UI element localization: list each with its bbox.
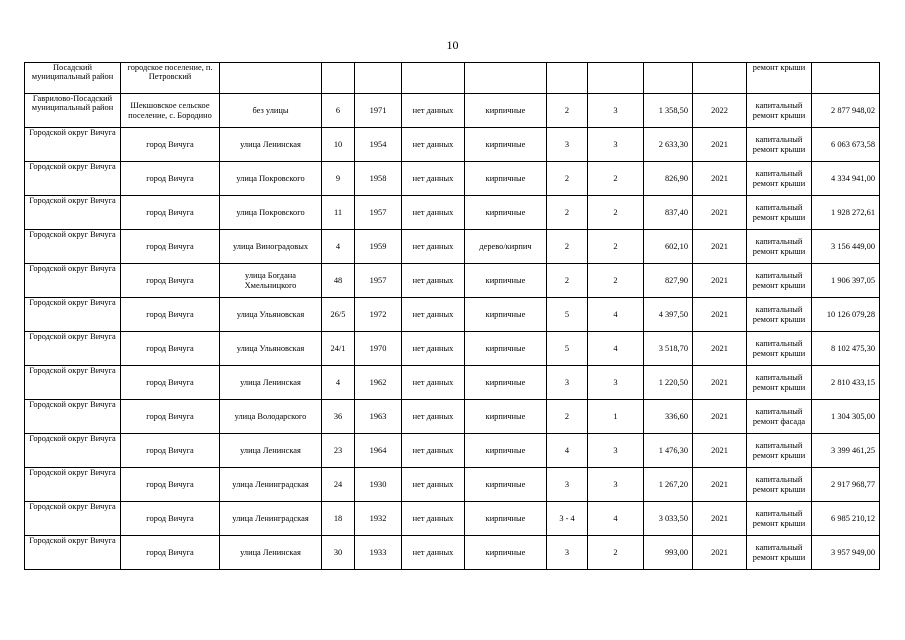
material-data-cell: нет данных xyxy=(402,332,465,366)
table-row xyxy=(25,536,880,570)
plan-year-cell: 2022 xyxy=(693,94,747,128)
plan-year-cell: 2021 xyxy=(693,366,747,400)
material-data-cell: нет данных xyxy=(402,230,465,264)
plan-year-cell: 2021 xyxy=(693,230,747,264)
area-cell: 1 267,20 xyxy=(644,468,693,502)
cost-cell: 8 102 475,30 xyxy=(812,332,880,366)
settlement-cell: город Вичуга xyxy=(121,400,220,434)
street-cell: улица Ленинградская xyxy=(220,468,322,502)
work-type-cell: капитальный ремонт крыши xyxy=(747,94,812,128)
build-year-cell xyxy=(355,63,402,94)
cost-cell: 1 906 397,05 xyxy=(812,264,880,298)
settlement-cell: город Вичуга xyxy=(121,264,220,298)
floors-cell: 3 xyxy=(547,128,588,162)
house-number-cell: 30 xyxy=(322,536,355,570)
housing-repair-table xyxy=(24,62,880,570)
plan-year-cell: 2021 xyxy=(693,468,747,502)
table-row xyxy=(25,400,880,434)
settlement-cell: город Вичуга xyxy=(121,434,220,468)
house-number-cell: 24 xyxy=(322,468,355,502)
street-cell: улица Богдана Хмельницкого xyxy=(220,264,322,298)
wall-material-cell: кирпичные xyxy=(465,298,547,332)
plan-year-cell: 2021 xyxy=(693,502,747,536)
street-cell: без улицы xyxy=(220,94,322,128)
plan-year-cell: 2021 xyxy=(693,264,747,298)
plan-year-cell: 2021 xyxy=(693,400,747,434)
build-year-cell: 1964 xyxy=(355,434,402,468)
cost-cell: 2 877 948,02 xyxy=(812,94,880,128)
entrances-cell: 3 xyxy=(588,468,644,502)
wall-material-cell: кирпичные xyxy=(465,468,547,502)
entrances-cell: 1 xyxy=(588,400,644,434)
floors-cell: 3 xyxy=(547,536,588,570)
cost-cell: 4 334 941,00 xyxy=(812,162,880,196)
table-row xyxy=(25,264,880,298)
area-cell: 1 476,30 xyxy=(644,434,693,468)
build-year-cell: 1970 xyxy=(355,332,402,366)
street-cell: улица Ленинская xyxy=(220,434,322,468)
area-cell: 826,90 xyxy=(644,162,693,196)
district-cell: Городской округ Вичуга xyxy=(25,468,121,502)
plan-year-cell: 2021 xyxy=(693,162,747,196)
table-body xyxy=(25,63,880,570)
floors-cell: 2 xyxy=(547,400,588,434)
plan-year-cell: 2021 xyxy=(693,196,747,230)
floors-cell: 5 xyxy=(547,332,588,366)
floors-cell: 2 xyxy=(547,196,588,230)
work-type-cell: капитальный ремонт крыши xyxy=(747,196,812,230)
page-number: 10 xyxy=(446,38,459,52)
district-cell: Городской округ Вичуга xyxy=(25,264,121,298)
material-data-cell: нет данных xyxy=(402,400,465,434)
floors-cell: 2 xyxy=(547,162,588,196)
wall-material-cell: кирпичные xyxy=(465,128,547,162)
area-cell: 827,90 xyxy=(644,264,693,298)
work-type-cell: капитальный ремонт крыши xyxy=(747,536,812,570)
build-year-cell: 1954 xyxy=(355,128,402,162)
table-row xyxy=(25,332,880,366)
settlement-cell: город Вичуга xyxy=(121,502,220,536)
cost-cell: 3 156 449,00 xyxy=(812,230,880,264)
build-year-cell: 1959 xyxy=(355,230,402,264)
wall-material-cell: кирпичные xyxy=(465,400,547,434)
floors-cell: 4 xyxy=(547,434,588,468)
street-cell: улица Виноградовых xyxy=(220,230,322,264)
district-cell: Городской округ Вичуга xyxy=(25,502,121,536)
house-number-cell xyxy=(322,63,355,94)
entrances-cell: 3 xyxy=(588,366,644,400)
house-number-cell: 18 xyxy=(322,502,355,536)
wall-material-cell: кирпичные xyxy=(465,536,547,570)
wall-material-cell: кирпичные xyxy=(465,502,547,536)
build-year-cell: 1971 xyxy=(355,94,402,128)
district-cell: Городской округ Вичуга xyxy=(25,230,121,264)
material-data-cell: нет данных xyxy=(402,366,465,400)
district-cell: Городской округ Вичуга xyxy=(25,536,121,570)
build-year-cell: 1957 xyxy=(355,264,402,298)
house-number-cell: 24/1 xyxy=(322,332,355,366)
street-cell: улица Покровского xyxy=(220,162,322,196)
build-year-cell: 1972 xyxy=(355,298,402,332)
build-year-cell: 1958 xyxy=(355,162,402,196)
plan-year-cell: 2021 xyxy=(693,332,747,366)
settlement-cell: город Вичуга xyxy=(121,128,220,162)
cost-cell xyxy=(812,63,880,94)
floors-cell: 2 xyxy=(547,264,588,298)
plan-year-cell: 2021 xyxy=(693,128,747,162)
district-cell: Гаврилово-Посадский муниципальный район xyxy=(25,94,121,128)
street-cell xyxy=(220,63,322,94)
district-cell: Городской округ Вичуга xyxy=(25,332,121,366)
cost-cell: 1 304 305,00 xyxy=(812,400,880,434)
wall-material-cell: кирпичные xyxy=(465,264,547,298)
district-cell: Городской округ Вичуга xyxy=(25,434,121,468)
house-number-cell: 11 xyxy=(322,196,355,230)
area-cell: 602,10 xyxy=(644,230,693,264)
area-cell: 3 518,70 xyxy=(644,332,693,366)
street-cell: улица Ленинская xyxy=(220,536,322,570)
street-cell: улица Ульяновская xyxy=(220,332,322,366)
build-year-cell: 1930 xyxy=(355,468,402,502)
work-type-cell: капитальный ремонт крыши xyxy=(747,264,812,298)
material-data-cell: нет данных xyxy=(402,502,465,536)
area-cell: 1 220,50 xyxy=(644,366,693,400)
area-cell: 2 633,30 xyxy=(644,128,693,162)
build-year-cell: 1932 xyxy=(355,502,402,536)
floors-cell: 3 - 4 xyxy=(547,502,588,536)
area-cell: 1 358,50 xyxy=(644,94,693,128)
entrances-cell: 3 xyxy=(588,434,644,468)
cost-cell: 6 985 210,12 xyxy=(812,502,880,536)
entrances-cell: 2 xyxy=(588,162,644,196)
area-cell: 3 033,50 xyxy=(644,502,693,536)
street-cell: улица Володарского xyxy=(220,400,322,434)
street-cell: улица Ленинская xyxy=(220,366,322,400)
work-type-cell: капитальный ремонт крыши xyxy=(747,332,812,366)
work-type-cell: капитальный ремонт крыши xyxy=(747,468,812,502)
table-row xyxy=(25,298,880,332)
cost-cell: 2 810 433,15 xyxy=(812,366,880,400)
table-row xyxy=(25,502,880,536)
material-data-cell: нет данных xyxy=(402,162,465,196)
entrances-cell: 2 xyxy=(588,536,644,570)
area-cell: 837,40 xyxy=(644,196,693,230)
table-row xyxy=(25,128,880,162)
wall-material-cell: кирпичные xyxy=(465,366,547,400)
table-row xyxy=(25,468,880,502)
house-number-cell: 4 xyxy=(322,230,355,264)
work-type-cell: капитальный ремонт крыши xyxy=(747,298,812,332)
table-row xyxy=(25,434,880,468)
build-year-cell: 1933 xyxy=(355,536,402,570)
cost-cell: 3 957 949,00 xyxy=(812,536,880,570)
work-type-cell: капитальный ремонт крыши xyxy=(747,502,812,536)
district-cell: Городской округ Вичуга xyxy=(25,366,121,400)
wall-material-cell: кирпичные xyxy=(465,434,547,468)
work-type-cell: капитальный ремонт крыши xyxy=(747,230,812,264)
material-data-cell: нет данных xyxy=(402,264,465,298)
entrances-cell: 2 xyxy=(588,196,644,230)
table-row xyxy=(25,230,880,264)
district-cell: Городской округ Вичуга xyxy=(25,400,121,434)
work-type-cell: капитальный ремонт фасада xyxy=(747,400,812,434)
floors-cell: 5 xyxy=(547,298,588,332)
table-row xyxy=(25,94,880,128)
entrances-cell: 3 xyxy=(588,94,644,128)
plan-year-cell: 2021 xyxy=(693,434,747,468)
settlement-cell: город Вичуга xyxy=(121,468,220,502)
wall-material-cell: кирпичные xyxy=(465,94,547,128)
settlement-cell: городское поселение, п. Петровский xyxy=(121,63,220,94)
work-type-cell: капитальный ремонт крыши xyxy=(747,434,812,468)
floors-cell xyxy=(547,63,588,94)
build-year-cell: 1962 xyxy=(355,366,402,400)
cost-cell: 3 399 461,25 xyxy=(812,434,880,468)
work-type-cell: капитальный ремонт крыши xyxy=(747,366,812,400)
floors-cell: 3 xyxy=(547,366,588,400)
street-cell: улица Ленинградская xyxy=(220,502,322,536)
entrances-cell: 4 xyxy=(588,298,644,332)
material-data-cell: нет данных xyxy=(402,434,465,468)
work-type-cell: капитальный ремонт крыши xyxy=(747,128,812,162)
settlement-cell: город Вичуга xyxy=(121,230,220,264)
settlement-cell: город Вичуга xyxy=(121,298,220,332)
entrances-cell: 4 xyxy=(588,332,644,366)
entrances-cell: 2 xyxy=(588,230,644,264)
table-row xyxy=(25,63,880,94)
plan-year-cell: 2021 xyxy=(693,298,747,332)
material-data-cell: нет данных xyxy=(402,468,465,502)
plan-year-cell xyxy=(693,63,747,94)
house-number-cell: 36 xyxy=(322,400,355,434)
floors-cell: 2 xyxy=(547,230,588,264)
wall-material-cell: кирпичные xyxy=(465,196,547,230)
settlement-cell: город Вичуга xyxy=(121,536,220,570)
wall-material-cell xyxy=(465,63,547,94)
settlement-cell: город Вичуга xyxy=(121,366,220,400)
house-number-cell: 6 xyxy=(322,94,355,128)
wall-material-cell: кирпичные xyxy=(465,162,547,196)
table-row xyxy=(25,196,880,230)
house-number-cell: 4 xyxy=(322,366,355,400)
material-data-cell: нет данных xyxy=(402,196,465,230)
entrances-cell: 4 xyxy=(588,502,644,536)
wall-material-cell: дерево/кирпич xyxy=(465,230,547,264)
floors-cell: 2 xyxy=(547,94,588,128)
build-year-cell: 1963 xyxy=(355,400,402,434)
table-row xyxy=(25,162,880,196)
material-data-cell: нет данных xyxy=(402,128,465,162)
floors-cell: 3 xyxy=(547,468,588,502)
area-cell: 336,60 xyxy=(644,400,693,434)
plan-year-cell: 2021 xyxy=(693,536,747,570)
settlement-cell: город Вичуга xyxy=(121,196,220,230)
build-year-cell: 1957 xyxy=(355,196,402,230)
district-cell: Городской округ Вичуга xyxy=(25,196,121,230)
cost-cell: 10 126 079,28 xyxy=(812,298,880,332)
table-row xyxy=(25,366,880,400)
district-cell: Городской округ Вичуга xyxy=(25,162,121,196)
settlement-cell: город Вичуга xyxy=(121,332,220,366)
district-cell: Городской округ Вичуга xyxy=(25,298,121,332)
house-number-cell: 10 xyxy=(322,128,355,162)
cost-cell: 1 928 272,61 xyxy=(812,196,880,230)
entrances-cell xyxy=(588,63,644,94)
material-data-cell: нет данных xyxy=(402,536,465,570)
house-number-cell: 26/5 xyxy=(322,298,355,332)
area-cell: 993,00 xyxy=(644,536,693,570)
material-data-cell: нет данных xyxy=(402,298,465,332)
house-number-cell: 23 xyxy=(322,434,355,468)
house-number-cell: 9 xyxy=(322,162,355,196)
cost-cell: 2 917 968,77 xyxy=(812,468,880,502)
material-data-cell xyxy=(402,63,465,94)
entrances-cell: 3 xyxy=(588,128,644,162)
area-cell: 4 397,50 xyxy=(644,298,693,332)
work-type-cell: капитальный ремонт крыши xyxy=(747,162,812,196)
street-cell: улица Ульяновская xyxy=(220,298,322,332)
area-cell xyxy=(644,63,693,94)
house-number-cell: 48 xyxy=(322,264,355,298)
settlement-cell: город Вичуга xyxy=(121,162,220,196)
settlement-cell: Шекшовское сельское поселение, с. Бородино xyxy=(121,94,220,128)
wall-material-cell: кирпичные xyxy=(465,332,547,366)
district-cell: Городской округ Вичуга xyxy=(25,128,121,162)
cost-cell: 6 063 673,58 xyxy=(812,128,880,162)
street-cell: улица Ленинская xyxy=(220,128,322,162)
district-cell: Посадский муниципальный район xyxy=(25,63,121,94)
work-type-cell: ремонт крыши xyxy=(747,63,812,94)
material-data-cell: нет данных xyxy=(402,94,465,128)
entrances-cell: 2 xyxy=(588,264,644,298)
street-cell: улица Покровского xyxy=(220,196,322,230)
